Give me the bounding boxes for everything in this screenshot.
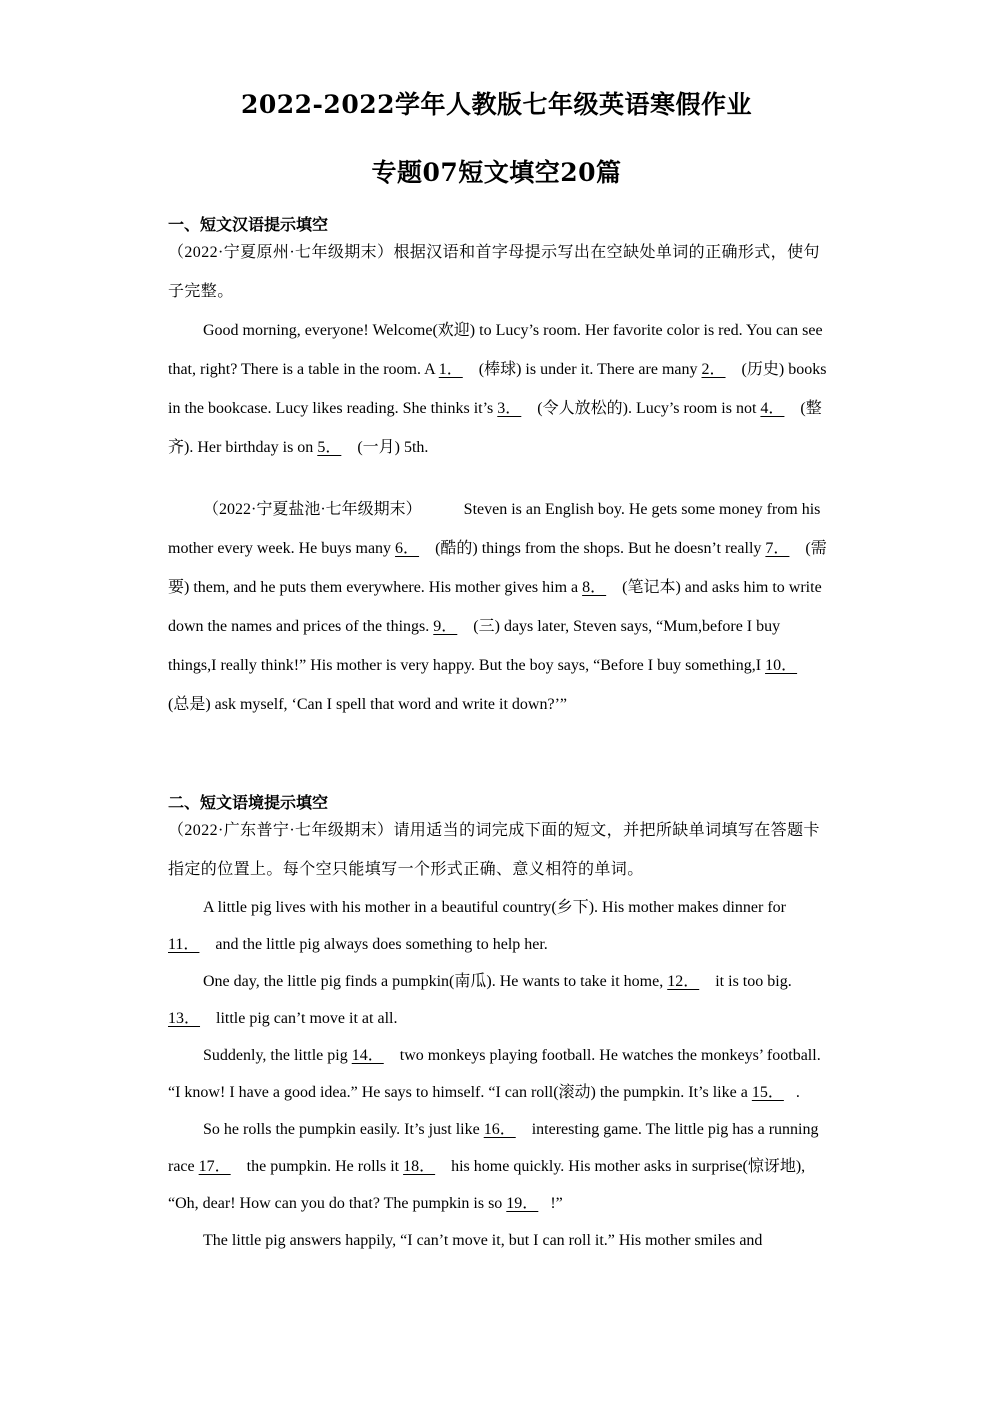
blank-18[interactable]: 18． xyxy=(403,1158,436,1175)
section-2-heading: 二、短文语境提示填空 xyxy=(168,793,329,812)
source-tag: （2022·广东普宁·七年级期末） xyxy=(168,822,394,839)
blank-6[interactable]: 6． xyxy=(395,540,420,557)
source-tag: （2022·宁夏盐池·七年级期末） xyxy=(203,501,422,518)
paragraph-2: One day, the little pig finds a pumpkin(南瓜). He wants to take it home, 12． it is too big. 13． little pig can’t move it at all. xyxy=(168,973,792,1027)
blank-3[interactable]: 3． xyxy=(497,400,522,417)
paragraph-5: The little pig answers happily, “I can’t move it, but I can roll it.” His mother smiles and xyxy=(203,1232,763,1249)
passage-2-text: （2022·宁夏盐池·七年级期末） Steven is an English boy. He gets some money from his mother every week. He buys many 6． (酷的) things from the shops. But he doesn’t really 7． (需要) them, and he puts them everywhere. His mother gives him a 8． (笔记本) and asks him to write down the names and prices of the things. 9． (三) days later, Steven says, “Mum,before I buy things,I really think!” His mother is very happy. But the boy says, “Before I buy something,I 10． (总是) ask myself, ‘Can I spell that word and write it down?’” xyxy=(168,501,827,713)
source-tag: （2022·宁夏原州·七年级期末） xyxy=(168,244,394,261)
blank-9[interactable]: 9． xyxy=(433,618,458,635)
blank-1[interactable]: 1． xyxy=(438,361,463,378)
section-1-heading: 一、短文汉语提示填空 xyxy=(168,215,329,234)
blank-16[interactable]: 16． xyxy=(483,1121,516,1138)
section-1 xyxy=(168,214,830,724)
paragraph-4: So he rolls the pumpkin easily. It’s just like 16． interesting game. The little pig has a running race 17． the pumpkin. He rolls it 18． his home quickly. His mother asks in surprise(惊讶地), “Oh, dear! How can you do that? The pumpkin is so 19． !” xyxy=(168,1121,819,1212)
blank-5[interactable]: 5． xyxy=(317,439,342,456)
blank-15[interactable]: 15． xyxy=(751,1084,784,1101)
blank-4[interactable]: 4． xyxy=(760,400,785,417)
blank-10[interactable]: 10． xyxy=(765,657,798,674)
instruction-text: 根据汉语和首字母提示写出在空缺处单词的正确形式，使句子完整。 xyxy=(168,244,820,300)
blank-11[interactable]: 11． xyxy=(168,936,200,953)
passage-3-instruction xyxy=(168,811,830,889)
blank-17[interactable]: 17． xyxy=(198,1158,231,1175)
passage-1-text: Good morning, everyone! Welcome(欢迎) to Lucy’s room. Her favorite color is red. You can see that, right? There is a table in the room. A 1． (棒球) is under it. There are many 2． (历史) books in the bookcase. Lucy likes reading. She thinks it’s 3． (令人放松的). Lucy’s room is not 4． (整齐). Her birthday is on 5． (一月) 5th. xyxy=(168,322,827,456)
doc-subtitle: 专题07短文填空20篇 xyxy=(371,158,622,187)
blank-19[interactable]: 19． xyxy=(506,1195,539,1212)
blank-12[interactable]: 12． xyxy=(667,973,700,990)
paragraph-3: Suddenly, the little pig 14． two monkeys playing football. He watches the monkeys’ football. “I know! I have a good idea.” He says to himself. “I can roll(滚动) the pumpkin. It’s like a 15． . xyxy=(168,1047,821,1101)
passage-1-instruction xyxy=(168,233,830,311)
section-2 xyxy=(168,792,830,1259)
paragraph-1: A little pig lives with his mother in a beautiful country(乡下). His mother makes dinner for 11． and the little pig always does something to help her. xyxy=(168,899,787,953)
blank-8[interactable]: 8． xyxy=(582,579,607,596)
blank-2[interactable]: 2． xyxy=(701,361,726,378)
doc-title: 2022-2022学年人教版七年级英语寒假作业 xyxy=(240,90,753,119)
blank-13[interactable]: 13． xyxy=(168,1010,201,1027)
blank-7[interactable]: 7． xyxy=(765,540,790,557)
blank-14[interactable]: 14． xyxy=(351,1047,384,1064)
instruction-text: 请用适当的词完成下面的短文，并把所缺单词填写在答题卡指定的位置上。每个空只能填写一个形式正确、意义相符的单词。 xyxy=(168,822,820,878)
